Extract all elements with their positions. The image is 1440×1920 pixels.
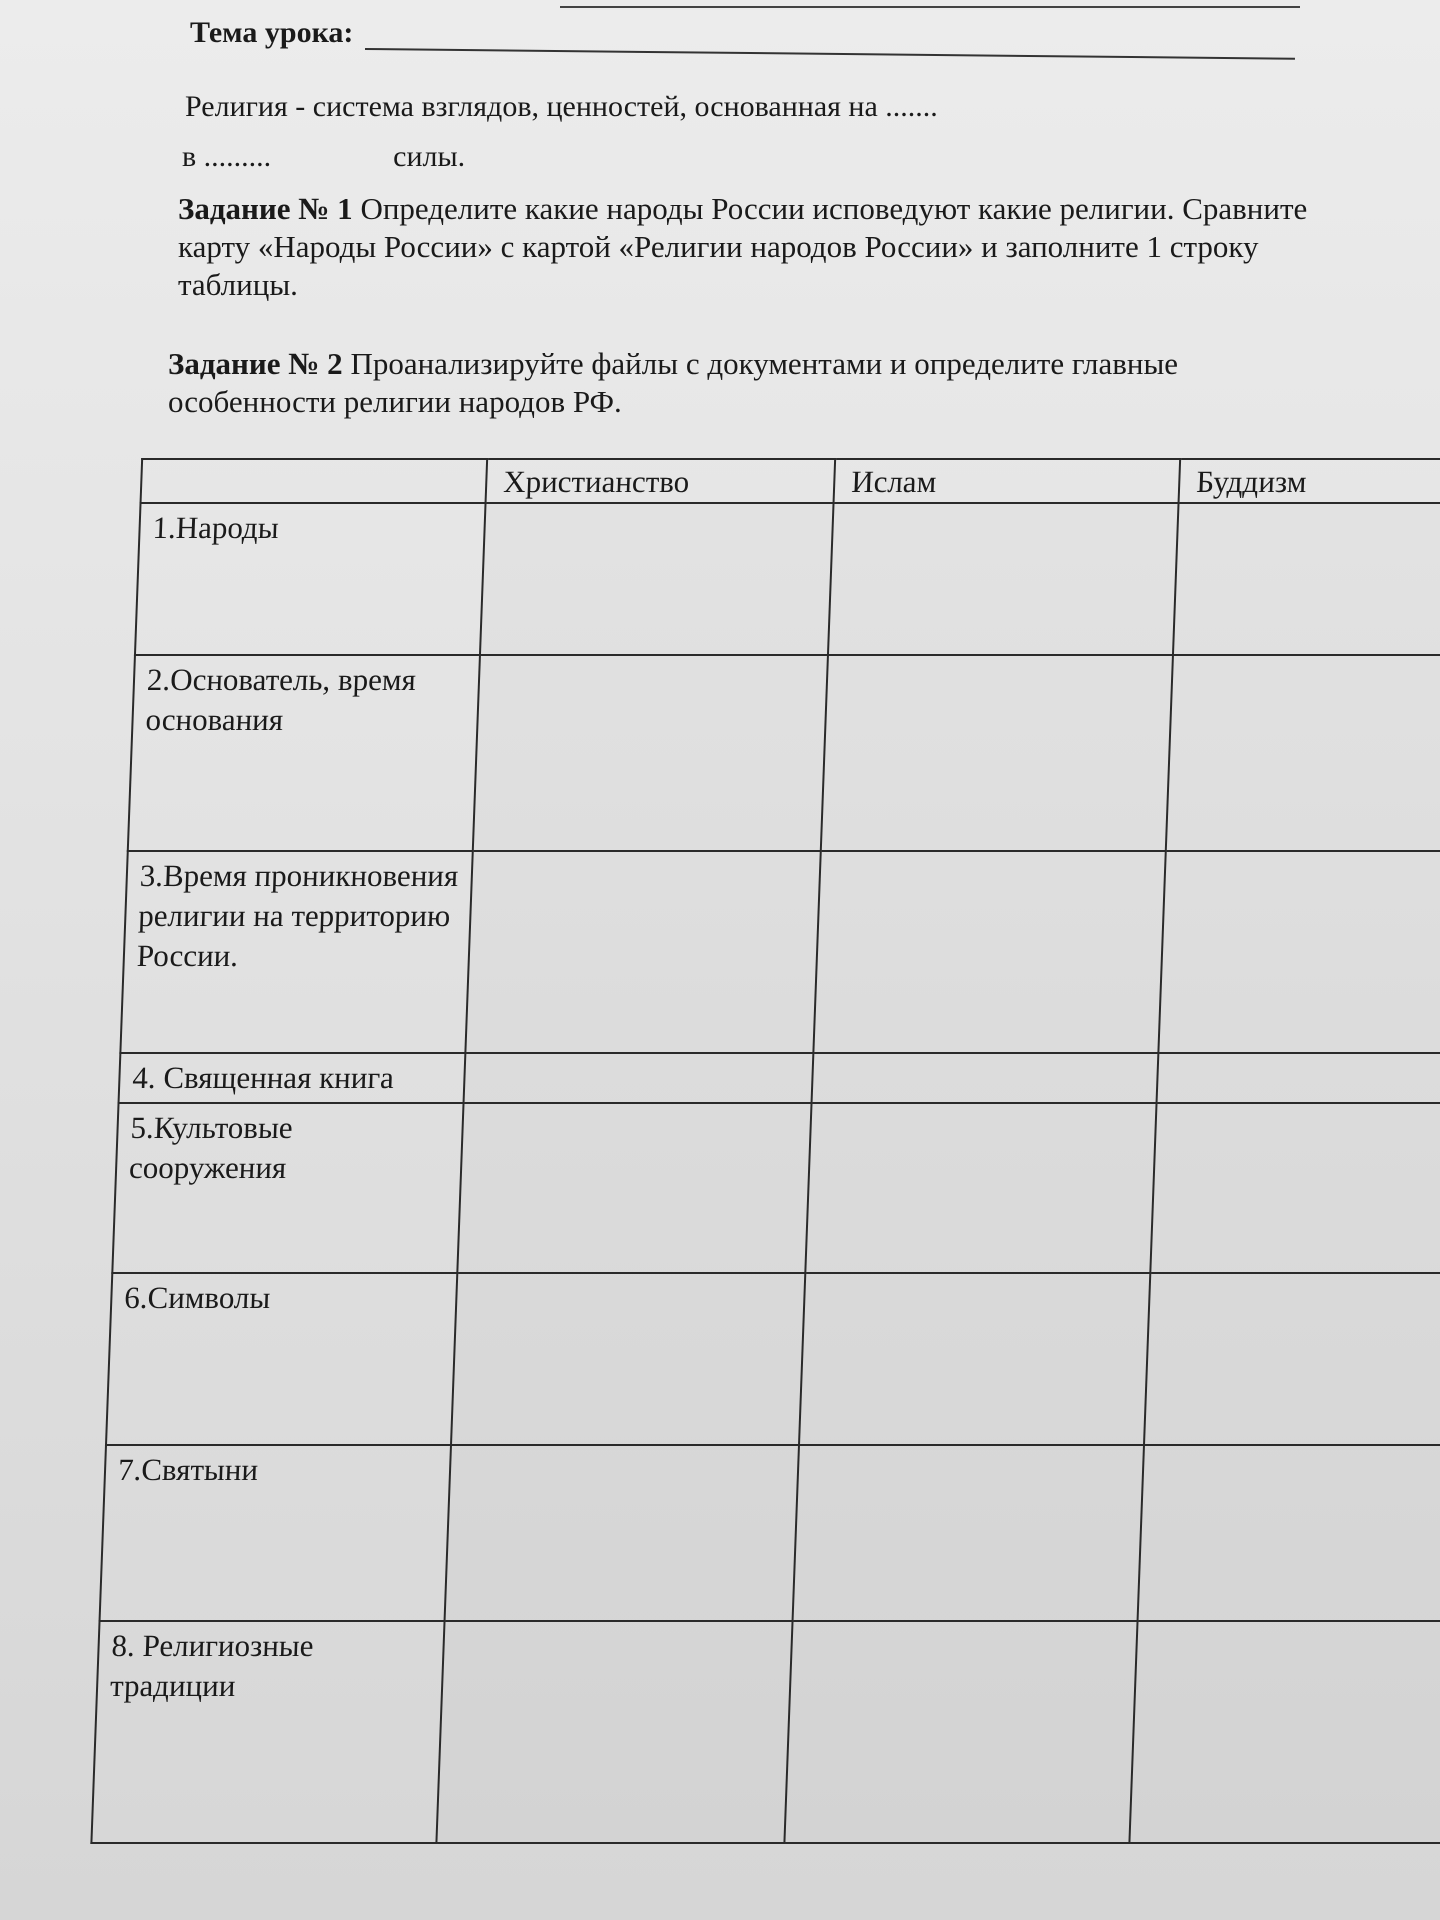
table-row <box>120 851 1440 1053</box>
answer-cell-islam[interactable] <box>813 851 1165 1053</box>
answer-cell-christianity[interactable] <box>451 1273 805 1445</box>
answer-cell-christianity[interactable] <box>457 1103 811 1273</box>
task-2 <box>168 345 1328 421</box>
lesson-topic-row <box>190 14 1330 50</box>
definition-line-2-start: в ......... <box>182 140 272 173</box>
row-label: 5.Культовые сооружения <box>112 1103 463 1273</box>
answer-cell-buddhism[interactable] <box>1166 655 1440 851</box>
definition-line-2-end: силы. <box>393 140 466 173</box>
table-row <box>128 655 1440 851</box>
answer-cell-christianity[interactable] <box>464 1053 814 1103</box>
header-cell-blank <box>141 459 488 503</box>
task-1-label: Задание № 1 <box>178 191 353 226</box>
task-1 <box>178 190 1328 304</box>
row-label: 7.Святыни <box>100 1445 451 1621</box>
lesson-topic-label: Тема урока: <box>190 16 354 49</box>
answer-cell-islam[interactable] <box>784 1621 1137 1843</box>
table-row <box>135 503 1440 655</box>
table-row <box>106 1273 1440 1445</box>
header-cell-christianity: Христианство <box>486 459 836 503</box>
row-label: 1.Народы <box>135 503 486 655</box>
answer-cell-islam[interactable] <box>828 503 1179 655</box>
answer-cell-buddhism[interactable] <box>1173 503 1440 655</box>
answer-cell-islam[interactable] <box>793 1445 1144 1621</box>
header-cell-buddhism: Буддизм <box>1179 459 1440 503</box>
table-row <box>112 1103 1440 1273</box>
religion-definition-line-2 <box>182 140 465 174</box>
row-label: 3.Время проникновения религии на территорию России. <box>120 851 472 1053</box>
answer-cell-buddhism[interactable] <box>1129 1621 1440 1843</box>
row-label: 8. Религиозные традиции <box>91 1621 444 1843</box>
answer-cell-christianity[interactable] <box>473 655 828 851</box>
table-row <box>100 1445 1440 1621</box>
answer-cell-buddhism[interactable] <box>1158 851 1440 1053</box>
row-label: 4. Священная книга <box>119 1053 466 1103</box>
answer-cell-christianity[interactable] <box>465 851 820 1053</box>
lesson-topic-blank <box>365 14 1295 60</box>
answer-cell-islam[interactable] <box>805 1103 1156 1273</box>
answer-cell-islam[interactable] <box>821 655 1173 851</box>
religions-table-wrapper <box>90 458 1440 1854</box>
answer-cell-buddhism[interactable] <box>1138 1445 1440 1621</box>
row-label: 2.Основатель, время основания <box>128 655 480 851</box>
answer-cell-christianity[interactable] <box>445 1445 799 1621</box>
task-2-text: Проанализируйте файлы с документами и определите главные особенности религии народов РФ. <box>168 346 1179 419</box>
answer-cell-christianity[interactable] <box>480 503 834 655</box>
table-row <box>119 1053 1440 1103</box>
answer-cell-islam[interactable] <box>812 1053 1159 1103</box>
row-label: 6.Символы <box>106 1273 457 1445</box>
task-2-label: Задание № 2 <box>168 346 343 381</box>
answer-cell-buddhism[interactable] <box>1150 1103 1440 1273</box>
header-cell-islam: Ислам <box>834 459 1181 503</box>
task-1-text: Определите какие народы России исповедуют какие религии. Сравните карту «Народы России» с картой «Религии народов России» и заполните 1 строку таблицы. <box>178 191 1308 302</box>
table-row <box>91 1621 1440 1843</box>
answer-cell-christianity[interactable] <box>436 1621 792 1843</box>
answer-cell-buddhism[interactable] <box>1144 1273 1440 1445</box>
answer-cell-buddhism[interactable] <box>1157 1053 1440 1103</box>
table-header-row <box>141 459 1440 503</box>
answer-cell-islam[interactable] <box>799 1273 1150 1445</box>
top-rule-line <box>560 6 1300 8</box>
religion-definition-line-1: Религия - система взглядов, ценностей, основанная на ....... <box>185 90 938 123</box>
religions-table <box>90 458 1440 1844</box>
